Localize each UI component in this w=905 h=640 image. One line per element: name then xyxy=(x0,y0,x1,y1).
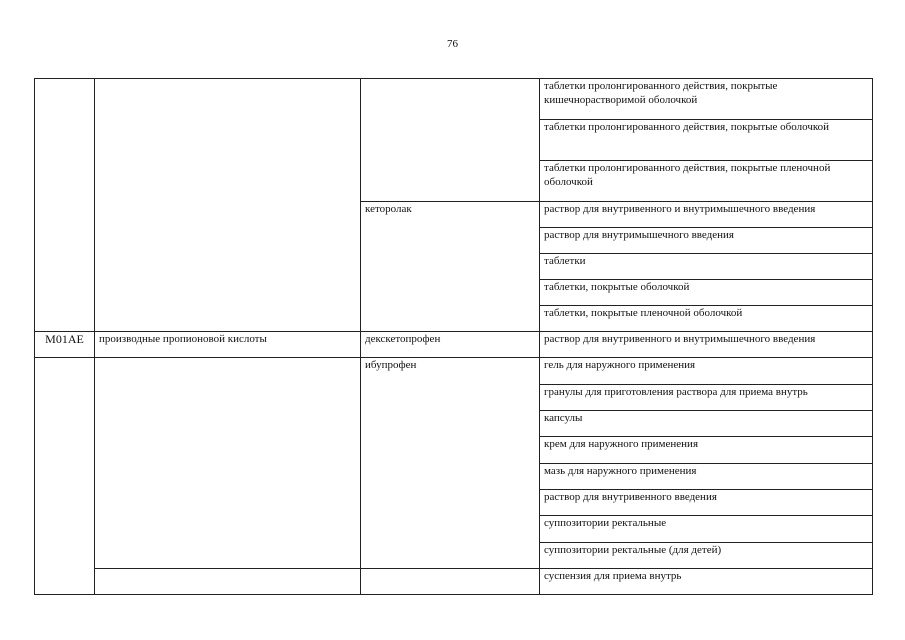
dosage-form-cell: суспензия для приема внутрь xyxy=(540,569,873,595)
dosage-form-cell: суппозитории ректальные xyxy=(540,516,873,543)
table-row xyxy=(35,79,873,120)
dosage-form-cell: гель для наружного применения xyxy=(540,358,873,385)
group-cell xyxy=(95,358,361,569)
drug-name-cell xyxy=(361,79,540,202)
dosage-form-cell: таблетки, покрытые оболочкой xyxy=(540,280,873,306)
dosage-form-cell: крем для наружного применения xyxy=(540,437,873,464)
group-cell: производные пропионовой кислоты xyxy=(95,332,361,358)
drug-name-cell xyxy=(361,569,540,595)
dosage-form-cell: суппозитории ректальные (для детей) xyxy=(540,543,873,569)
table-row xyxy=(35,569,873,595)
dosage-form-cell: раствор для внутримышечного введения xyxy=(540,228,873,254)
page-number: 76 xyxy=(447,38,458,50)
dosage-form-cell: капсулы xyxy=(540,411,873,437)
group-cell xyxy=(95,569,361,595)
dosage-form-cell: раствор для внутривенного и внутримышечного введения xyxy=(540,332,873,358)
drug-name-cell: кеторолак xyxy=(361,202,540,332)
atc-code-cell: M01AE xyxy=(35,332,95,358)
table-row xyxy=(35,358,873,385)
drug-name-cell: декскетопрофен xyxy=(361,332,540,358)
dosage-form-cell: таблетки пролонгированного действия, покрытые оболочкой xyxy=(540,120,873,161)
dosage-form-cell: таблетки, покрытые пленочной оболочкой xyxy=(540,306,873,332)
table-row xyxy=(35,332,873,358)
dosage-form-cell: гранулы для приготовления раствора для приема внутрь xyxy=(540,385,873,411)
group-cell xyxy=(95,79,361,332)
dosage-form-cell: раствор для внутривенного и внутримышечного введения xyxy=(540,202,873,228)
dosage-form-cell: таблетки пролонгированного действия, покрытые кишечнорастворимой оболочкой xyxy=(540,79,873,120)
dosage-form-cell: мазь для наружного применения xyxy=(540,464,873,490)
drug-table xyxy=(34,78,873,595)
dosage-form-cell: таблетки пролонгированного действия, покрытые пленочной оболочкой xyxy=(540,161,873,202)
dosage-form-cell: раствор для внутривенного введения xyxy=(540,490,873,516)
drug-name-cell: ибупрофен xyxy=(361,358,540,569)
atc-code-cell xyxy=(35,358,95,595)
dosage-form-cell: таблетки xyxy=(540,254,873,280)
atc-code-cell xyxy=(35,79,95,332)
